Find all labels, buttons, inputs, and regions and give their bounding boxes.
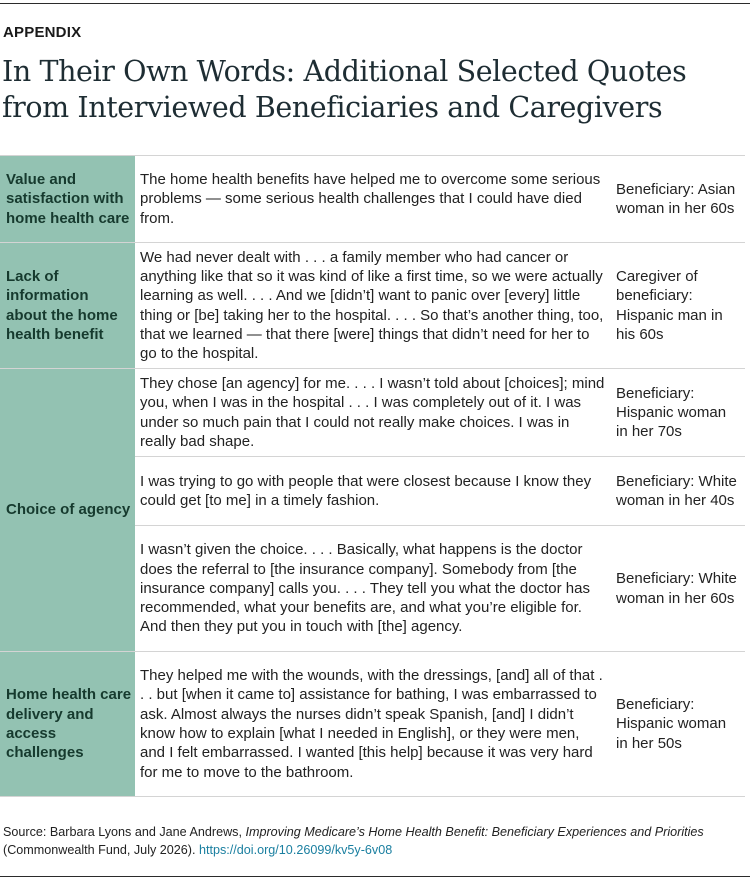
category-cell: Home health care delivery and access challenges [0,652,135,797]
quote-cell: I was trying to go with people that were closest because I know they could get [to me] in a timely fashion. [135,457,609,526]
table-row [0,156,745,243]
page-title: In Their Own Words: Additional Selected Quotes from Interviewed Beneficiaries and Caregivers [2,55,687,124]
table-row [0,652,745,797]
quote-cell: I wasn’t given the choice. . . . Basically, what happens is the doctor does the referral to [the insurance company]. Somebody from [the insurance company] calls you. . . . They tell you what the doctor has recommended, what your benefits are, and what you’re eligible for. And then they put you in touch with [the] agency. [135,526,609,652]
source-report-title: Improving Medicare’s Home Health Benefit: Beneficiary Experiences and Priorities [245,825,704,839]
top-rule [0,3,750,4]
quote-cell: They chose [an agency] for me. . . . I wasn’t told about [choices]; mind you, when I was in the hospital . . . I was completely out of it. I was under so much pain that I could not really make choices. I was in really bad shape. [135,369,609,457]
speaker-cell: Beneficiary: Hispanic woman in her 70s [609,369,745,457]
bottom-rule [0,876,750,877]
quote-cell: The home health benefits have helped me to overcome some serious problems — some serious health challenges that I could have died from. [135,156,609,243]
quotes-table [0,155,745,797]
table-row [0,369,745,457]
source-suffix: (Commonwealth Fund, July 2026). [3,843,199,857]
doi-link[interactable]: https://doi.org/10.26099/kv5y-6v08 [199,843,393,857]
category-cell: Choice of agency [0,369,135,652]
source-prefix: Source: Barbara Lyons and Jane Andrews, [3,825,246,839]
speaker-cell: Beneficiary: White woman in her 40s [609,457,745,526]
speaker-cell: Beneficiary: Hispanic woman in her 50s [609,652,745,797]
appendix-label: APPENDIX [3,24,82,41]
speaker-cell: Beneficiary: White woman in her 60s [609,526,745,652]
speaker-cell: Beneficiary: Asian woman in her 60s [609,156,745,243]
quote-cell: They helped me with the wounds, with the dressings, [and] all of that . . . but [when it came to] assistance for bathing, I was embarrassed to ask. Almost always the nurses didn’t speak Spanish, [and] I didn’t know how to explain [what I needed in English], or they were men, and I felt embarrassed. I wanted [this help] because it was very hard for me to move to the bathroom. [135,652,609,797]
quote-cell: We had never dealt with . . . a family member who had cancer or anything like that so it was kind of like a first time, so we were actually learning as well. . . . And we [didn’t] want to panic over [every] little thing or [be] taking her to the hospital. . . . So that’s another thing, too, that we learned — that there [were] things that didn’t need for her to go to the hospital. [135,243,609,369]
speaker-cell: Caregiver of beneficiary: Hispanic man in his 60s [609,243,745,369]
category-cell: Lack of information about the home health benefit [0,243,135,369]
category-cell: Value and satisfaction with home health care [0,156,135,243]
table-row [0,243,745,369]
source-note [3,823,748,859]
